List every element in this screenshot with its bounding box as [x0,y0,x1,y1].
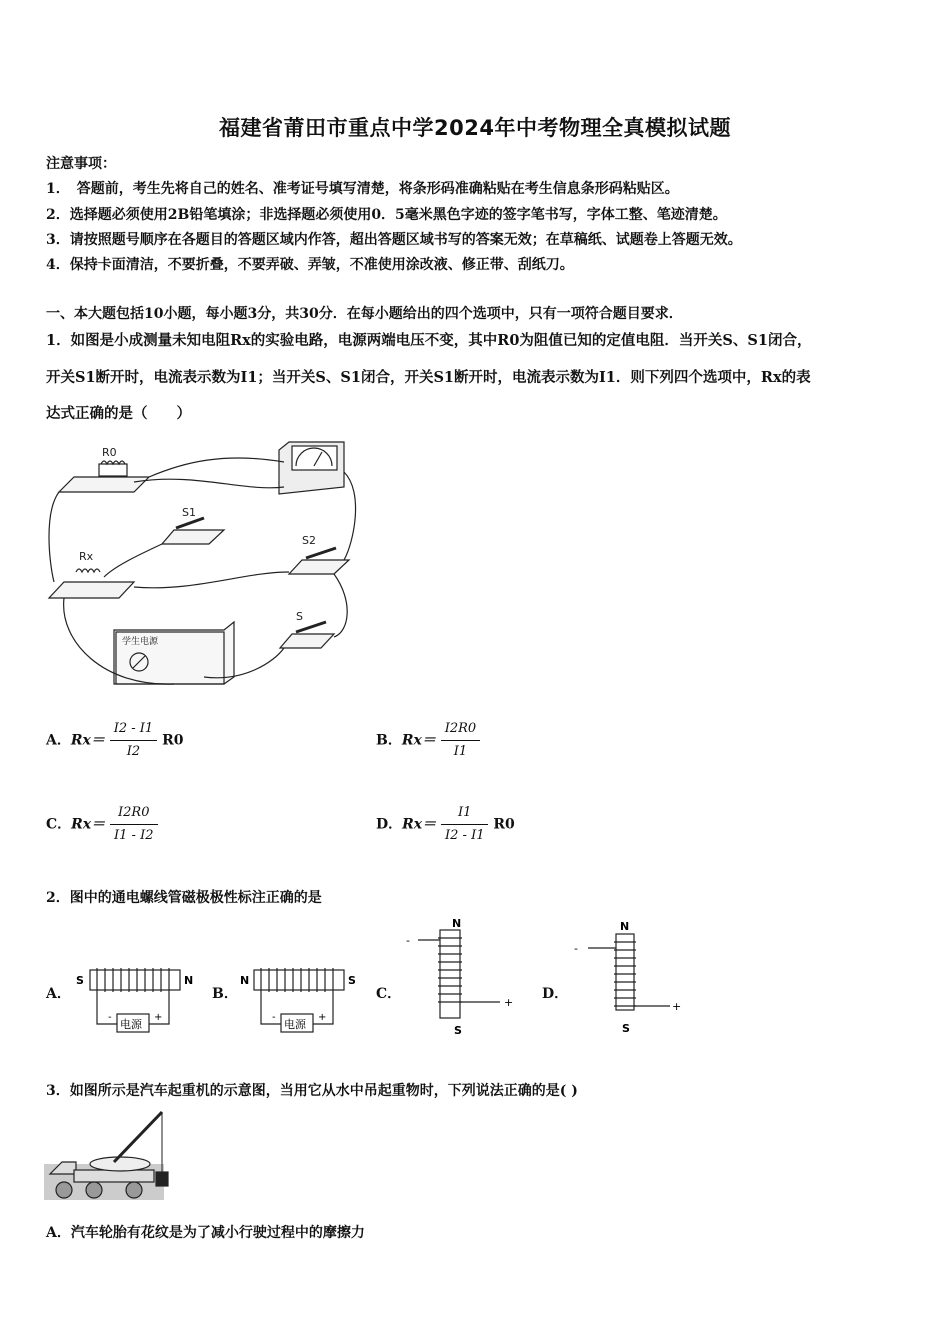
q1-option-c[interactable]: C．Rx＝ $\frac{I2R0}{I1 - I2}$ [46,802,158,847]
fraction: $\frac{I2 - I1}{I2}$ [110,718,157,763]
notice-heading: 注意事项： [46,156,116,172]
q1-line-1: 1．如图是小成测量未知电阻Rx的实验电路，电源两端电压不变，其中R0为阻值已知的定值电阻．当开关S、S1闭合， [46,332,812,349]
svg-text:-: - [406,934,410,947]
q2-option-c-label[interactable]: C． [376,986,402,1002]
svg-text:S: S [348,974,356,987]
q3-option-a[interactable]: A．汽车轮胎有花纹是为了减小行驶过程中的摩擦力 [46,1225,365,1241]
svg-text:N: N [240,974,250,987]
q2-option-d-label[interactable]: D． [542,986,569,1002]
rx-label: Rx [79,550,94,563]
svg-text:N: N [620,920,630,933]
q1-circuit-figure [44,432,364,690]
q2-option-a-label[interactable]: A． [46,986,71,1002]
svg-text:S: S [76,974,84,987]
fraction: $\frac{I2R0}{I1 - I2}$ [110,802,157,847]
svg-text:-: - [108,1012,112,1023]
q1-option-a[interactable]: A．Rx＝ $\frac{I2 - I1}{I2}$ R0 [46,718,183,763]
section-heading: 一、本大题包括10小题，每小题3分，共30分．在每小题给出的四个选项中，只有一项符合题目要求． [46,306,683,322]
svg-text:S: S [622,1022,630,1035]
svg-text:+: + [504,996,514,1009]
svg-text:N: N [452,917,462,930]
q2-option-a-figure [72,962,200,1040]
q1-line-2: 开关S1断开时，电流表示数为I1；当开关S、S1闭合，开关S1断开时，电流表示数为I1．则下列四个选项中，Rx的表 [46,369,811,386]
svg-text:-: - [574,942,578,955]
notice-item-1: 1． 答题前，考生先将自己的姓名、准考证号填写清楚，将条形码准确粘贴在考生信息条形码粘贴区。 [46,181,679,197]
svg-text:S: S [454,1024,462,1037]
q3-crane-figure [44,1106,176,1202]
s-label: S [296,610,303,623]
notice-item-4: 4．保持卡面清洁，不要折叠，不要弄破、弄皱，不准使用涂改液、修正带、刮纸刀。 [46,257,574,273]
svg-text:+: + [318,1012,327,1023]
q1-line-3: 达式正确的是（ ） [46,405,191,422]
q3-text: 3．如图所示是汽车起重机的示意图，当用它从水中吊起重物时，下列说法正确的是( ) [46,1083,578,1099]
page-title: 福建省莆田市重点中学2024年中考物理全真模拟试题 [219,116,731,140]
q2-option-b-label[interactable]: B． [212,986,238,1002]
notice-item-3: 3．请按照题号顺序在各题目的答题区域内作答，超出答题区域书写的答案无效；在草稿纸、试题卷上答题无效。 [46,232,742,248]
r0-label: R0 [102,446,117,459]
q2-option-b-figure [236,962,364,1040]
q2-text: 2．图中的通电螺线管磁极极性标注正确的是 [46,890,322,906]
s2-label: S2 [302,534,316,547]
power-label: 学生电源 [122,637,159,647]
q1-option-b[interactable]: B．Rx＝ $\frac{I2R0}{I1}$ [376,718,480,763]
svg-text:电源: 电源 [284,1018,306,1031]
s1-label: S1 [182,506,196,519]
q1-option-d[interactable]: D．Rx＝ $\frac{I1}{I2 - I1}$ R0 [376,802,515,847]
svg-text:电源: 电源 [120,1018,142,1031]
notice-item-2: 2．选择题必须使用2B铅笔填涂；非选择题必须使用0．5毫米黑色字迹的签字笔书写，字体工整、笔迹清楚。 [46,207,727,223]
fraction: $\frac{I1}{I2 - I1}$ [441,802,488,847]
fraction: $\frac{I2R0}{I1}$ [441,718,480,763]
svg-text:-: - [272,1012,276,1023]
svg-text:+: + [154,1012,163,1023]
q2-option-c-figure [400,912,520,1038]
svg-text:+: + [672,1000,682,1013]
q2-option-d-figure [568,912,688,1038]
svg-text:N: N [184,974,194,987]
